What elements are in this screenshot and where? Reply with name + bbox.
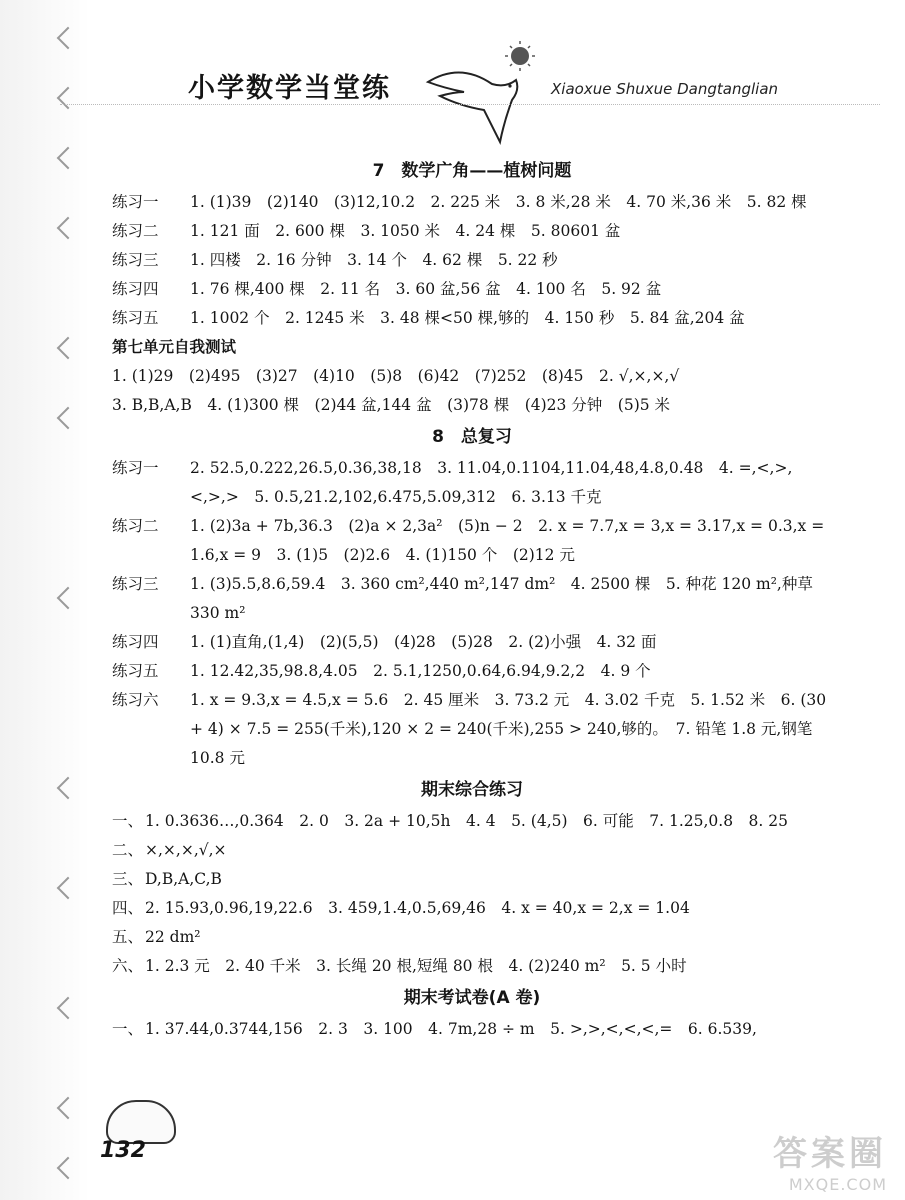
exercise-answers: 1. 1002 个 2. 1245 米 3. 48 棵<50 棵,够的 4. 150 秒 5. 84 盆,204 盆	[190, 309, 745, 327]
exercise-label: 练习六	[112, 691, 159, 709]
section-title: 期末综合练习	[421, 780, 523, 800]
exercise-answers: 1. (3)5.5,8.6,59.4 3. 360 cm²,440 m²,147 dm² 4. 2500 棵 5. 种花 120 m²,种草 330 m²	[190, 575, 813, 622]
exercise-row	[112, 686, 832, 773]
unit-test-line: 3. B,B,A,B 4. (1)300 棵 (2)44 盆,144 盆 (3)78 棵 (4)23 分钟 (5)5 米	[112, 396, 671, 414]
margin-decoration	[0, 0, 90, 1200]
question-label: 三、	[112, 870, 144, 888]
exercise-label: 练习三	[112, 251, 159, 269]
exercise-row	[112, 570, 832, 628]
exercise-row	[112, 188, 832, 217]
question-answers: D,B,A,C,B	[145, 870, 222, 888]
unit-test-line: 1. (1)29 (2)495 (3)27 (4)10 (5)8 (6)42 (7)252 (8)45 2. √,×,×,√	[112, 367, 680, 385]
unit-test-heading: 第七单元自我测试	[112, 338, 237, 356]
exercise-answers: 1. x = 9.3,x = 4.5,x = 5.6 2. 45 厘米 3. 73.2 元 4. 3.02 千克 5. 1.52 米 6. (30 + 4) × 7.5 = 255(千米),120 × 2 = 240(千米),255 > 240,够的。 7. 铅笔 1.8 元,钢笔 10.8 元	[190, 691, 827, 767]
exercise-label: 练习一	[112, 459, 159, 477]
header-divider	[60, 104, 880, 105]
question-answers: ×,×,×,√,×	[145, 841, 227, 859]
exercise-row	[112, 628, 832, 657]
question-row	[112, 836, 832, 865]
section-title: 期末考试卷(A 卷)	[403, 988, 541, 1008]
exercise-label: 练习二	[112, 517, 159, 535]
watermark-text: 答案圈	[773, 1134, 887, 1174]
exercise-answers: 1. (1)直角,(1,4) (2)(5,5) (4)28 (5)28 2. (2)小强 4. 32 面	[190, 633, 657, 651]
question-answers: 2. 15.93,0.96,19,22.6 3. 459,1.4,0.5,69,46 4. x = 40,x = 2,x = 1.04	[145, 899, 690, 917]
exercise-label: 练习三	[112, 575, 159, 593]
question-row	[112, 1015, 832, 1044]
exercise-label: 练习一	[112, 193, 159, 211]
exercise-row	[112, 246, 832, 275]
exercise-label: 练习四	[112, 280, 159, 298]
exercise-answers: 1. 12.42,35,98.8,4.05 2. 5.1,1250,0.64,6.94,9.2,2 4. 9 个	[190, 662, 651, 680]
section-title: 7 数学广角——植树问题	[372, 161, 572, 181]
exercise-label: 练习五	[112, 309, 159, 327]
exercise-label: 练习二	[112, 222, 159, 240]
question-row	[112, 807, 832, 836]
header-title: 小学数学当堂练	[188, 73, 391, 104]
question-row	[112, 865, 832, 894]
question-row	[112, 952, 832, 981]
question-row	[112, 894, 832, 923]
exercise-row	[112, 304, 832, 333]
question-answers: 22 dm²	[145, 928, 201, 946]
exercise-row	[112, 217, 832, 246]
exercise-row	[112, 454, 832, 512]
question-label: 五、	[112, 928, 144, 946]
exercise-answers: 1. 76 棵,400 棵 2. 11 名 3. 60 盆,56 盆 4. 100 名 5. 92 盆	[190, 280, 662, 298]
exercise-answers: 1. (1)39 (2)140 (3)12,10.2 2. 225 米 3. 8 米,28 米 4. 70 米,36 米 5. 82 棵	[190, 193, 807, 211]
header-pinyin: Xiaoxue Shuxue Dangtanglian	[551, 80, 779, 98]
question-row	[112, 923, 832, 952]
page-number: 132	[100, 1138, 146, 1163]
question-label: 六、	[112, 957, 144, 975]
exercise-label: 练习四	[112, 633, 159, 651]
exercise-answers: 2. 52.5,0.222,26.5,0.36,38,18 3. 11.04,0.1104,11.04,48,4.8,0.48 4. =,<,>,<,>,> 5. 0.5,21.2,102,6.475,5.09,312 6. 3.13 千克	[190, 459, 793, 506]
exercise-row	[112, 657, 832, 686]
page-header	[0, 40, 905, 150]
exercise-answers: 1. (2)3a + 7b,36.3 (2)a × 2,3a² (5)n − 2 2. x = 7.7,x = 3,x = 3.17,x = 0.3,x = 1.6,x = 9 3. (1)5 (2)2.6 4. (1)150 个 (2)12 元	[190, 517, 825, 564]
dove-sun-icon	[420, 40, 550, 150]
question-answers: 1. 2.3 元 2. 40 千米 3. 长绳 20 根,短绳 80 根 4. (2)240 m² 5. 5 小时	[145, 957, 687, 975]
question-label: 一、	[112, 1020, 144, 1038]
question-answers: 1. 0.3636…,0.364 2. 0 3. 2a + 10,5h 4. 4 5. (4,5) 6. 可能 7. 1.25,0.8 8. 25	[145, 812, 788, 830]
exercise-answers: 1. 121 面 2. 600 棵 3. 1050 米 4. 24 棵 5. 80601 盆	[190, 222, 621, 240]
exercise-answers: 1. 四楼 2. 16 分钟 3. 14 个 4. 62 棵 5. 22 秒	[190, 251, 558, 269]
watermark-logo	[773, 1126, 887, 1194]
answer-content	[112, 154, 832, 1044]
exercise-row	[112, 275, 832, 304]
question-label: 四、	[112, 899, 144, 917]
question-label: 二、	[112, 841, 144, 859]
exercise-label: 练习五	[112, 662, 159, 680]
exercise-row	[112, 512, 832, 570]
watermark-url: MXQE.COM	[788, 1175, 887, 1194]
question-answers: 1. 37.44,0.3744,156 2. 3 3. 100 4. 7m,28 ÷ m 5. >,>,<,<,<,= 6. 6.539,	[145, 1020, 757, 1038]
question-label: 一、	[112, 812, 144, 830]
section-title: 8 总复习	[432, 427, 512, 447]
